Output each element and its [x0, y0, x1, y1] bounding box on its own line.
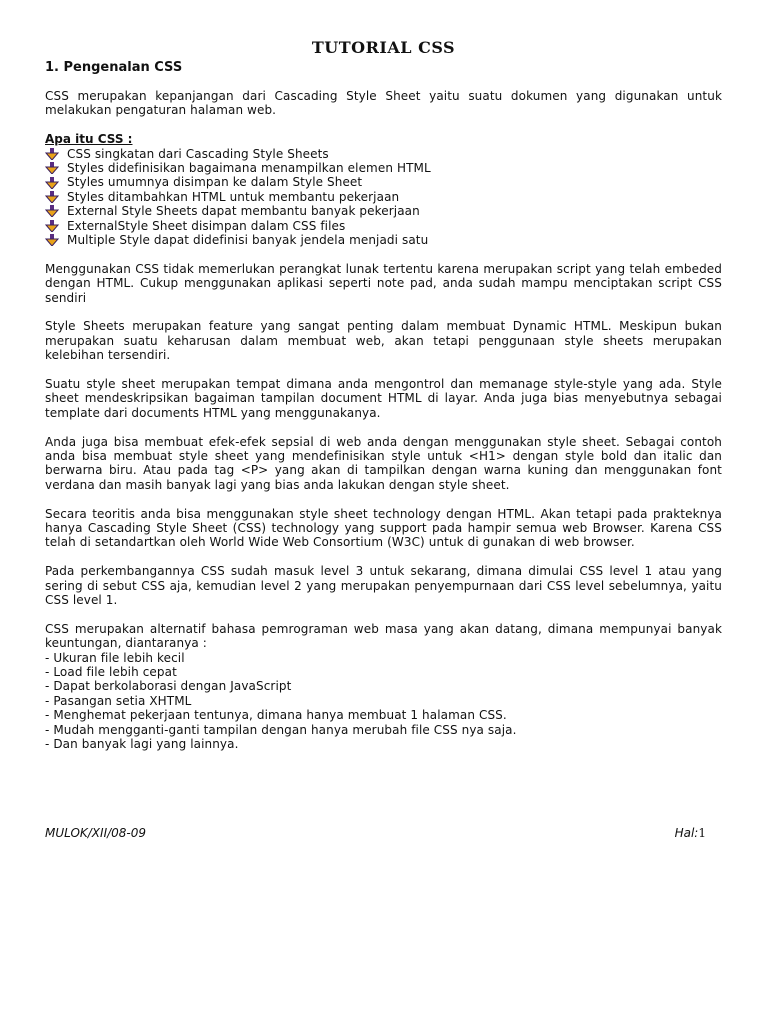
- body-paragraph: Suatu style sheet merupakan tempat dimana anda mengontrol dan memanage style-style yang ada. Style sheet mendeskripsikan bagaiman tampilan document HTML di layar. Anda juga bias menyebutnya sebagai template dari documents HTML yang menggunakanya.: [45, 376, 722, 420]
- page-number-value: 1: [698, 826, 706, 840]
- arrow-bullet-icon: [45, 177, 59, 189]
- advantage-item: - Menghemat pekerjaan tentunya, dimana hanya membuat 1 halaman CSS.: [45, 708, 507, 723]
- advantage-item: - Pasangan setia XHTML: [45, 693, 192, 708]
- bullet-item: [45, 161, 722, 175]
- section-heading: [45, 60, 722, 76]
- bullet-item: [45, 233, 722, 247]
- advantage-item: - Mudah mengganti-ganti tampilan dengan hanya merubah file CSS nya saja.: [45, 722, 517, 737]
- arrow-bullet-icon: [45, 205, 59, 217]
- advantage-item: - Dan banyak lagi yang lainnya.: [45, 737, 239, 752]
- bullet-item: [45, 147, 722, 161]
- bullet-list: [45, 147, 722, 248]
- bullet-text: External Style Sheets dapat membantu banyak pekerjaan: [67, 204, 420, 219]
- bullet-text: CSS singkatan dari Cascading Style Sheets: [67, 146, 329, 161]
- bullet-item: [45, 219, 722, 233]
- section-number-dot: .: [54, 60, 64, 75]
- arrow-bullet-icon: [45, 148, 59, 160]
- body-paragraph: Menggunakan CSS tidak memerlukan perangkat lunak tertentu karena merupakan script yang telah embeded dengan HTML. Cukup menggunakan aplikasi seperti note pad, anda sudah mampu menciptakan script CSS sendiri: [45, 261, 722, 305]
- advantages-list: [45, 651, 722, 752]
- footer-code: MULOK/XII/08-09: [45, 826, 147, 840]
- document-title: TUTORIAL CSS: [311, 38, 456, 57]
- body-paragraph: Anda juga bisa membuat efek-efek sepsial di web anda dengan menggunakan style sheet. Sebagai contoh anda bisa membuat style sheet yang mendefinisikan style untuk <H1> dengan style bold dan italic dan berwarna biru. Atau pada tag <P> yang akan di tampilkan dengan warna kuning dan menggunakan font verdana dan masih banyak lagi yang bias anda lakukan dengan style sheet.: [45, 434, 722, 492]
- page-number: [675, 826, 706, 840]
- arrow-bullet-icon: [45, 220, 59, 232]
- bullet-item: [45, 175, 722, 189]
- arrow-bullet-icon: [45, 234, 59, 246]
- body-paragraph: Pada perkembangannya CSS sudah masuk level 3 untuk sekarang, dimana dimulai CSS level 1 atau yang sering di sebut CSS aja, kemudian level 2 yang merupakan penyempurnaan dari CSS level sebelumnya, yaitu CSS level 1.: [45, 564, 722, 607]
- advantages-intro: CSS merupakan alternatif bahasa pemrograman web masa yang akan datang, dimana mempunyai banyak keuntungan, diantaranya :: [45, 621, 722, 651]
- intro-paragraph: CSS merupakan kepanjangan dari Cascading Style Sheet yaitu suatu dokumen yang digunakan untuk melakukan pengaturan halaman web.: [45, 89, 722, 118]
- subheading: Apa itu CSS :: [45, 132, 133, 147]
- section-title: Pengenalan CSS: [63, 60, 183, 75]
- document-page: [45, 38, 722, 751]
- bullet-text: Styles didefinisikan bagaimana menampilkan elemen HTML: [67, 161, 431, 175]
- section-number: 1: [45, 60, 55, 75]
- page-number-label: Hal:: [674, 826, 699, 840]
- arrow-bullet-icon: [45, 162, 59, 174]
- bullet-text: Styles umumnya disimpan ke dalam Style Sheet: [67, 175, 363, 190]
- body-paragraph: Style Sheets merupakan feature yang sangat penting dalam membuat Dynamic HTML. Meskipun bukan merupakan suatu keharusan dalam membuat web, akan tetapi penggunaan style sheets merupakan kelebihan tersendiri.: [45, 319, 722, 363]
- bullet-text: Multiple Style dapat didefinisi banyak jendela menjadi satu: [67, 232, 429, 247]
- bullet-item: [45, 204, 722, 218]
- advantage-item: - Ukuran file lebih kecil: [45, 650, 185, 665]
- bullet-text: ExternalStyle Sheet disimpan dalam CSS files: [67, 218, 346, 233]
- page-footer: [45, 826, 706, 840]
- bullet-item: [45, 190, 722, 204]
- advantage-item: - Dapat berkolaborasi dengan JavaScript: [45, 679, 292, 694]
- arrow-bullet-icon: [45, 191, 59, 203]
- body-paragraph: Secara teoritis anda bisa menggunakan style sheet technology dengan HTML. Akan tetapi pada prakteknya hanya Cascading Style Sheet (CSS) technology yang support pada hampir semua web Browser. Karena CSS telah di setandartkan oleh World Wide Web Consortium (W3C) untuk di gunakan di web browser.: [45, 506, 722, 550]
- bullet-text: Styles ditambahkan HTML untuk membantu pekerjaan: [67, 189, 400, 204]
- advantage-item: - Load file lebih cepat: [45, 665, 177, 680]
